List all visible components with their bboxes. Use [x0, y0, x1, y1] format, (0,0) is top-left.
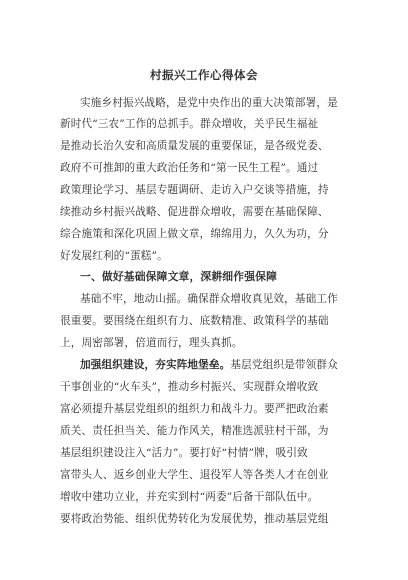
paragraph-line: 实施乡村振兴战略，是党中央作出的重大决策部署，是 [80, 97, 338, 109]
paragraph-line: 政府不可推卸的重大政治任务和“第一民生工程”。通过 [60, 162, 319, 174]
paragraph-line: 富带头人、返乡创业大学生、退役军人等各类人才在创业 [60, 469, 329, 481]
paragraph-line: 要将政治势能、组织优势转化为发展优势，推动基层党组 [60, 513, 329, 525]
paragraph-line: 政策理论学习、基层专题调研、走访入户交谈等措施，持 [60, 184, 329, 196]
paragraph-line: 基层组织建设注入“活力”。要打好“村情”牌，吸引致 [60, 447, 308, 459]
paragraph-line: 增收中建功立业，并充实到村“两委”后备干部队伍中。 [60, 491, 319, 503]
document-title: 村振兴工作心得体会 [150, 68, 258, 82]
paragraph-line: 基础不牢，地动山摇。确保群众增收真见效，基础工作 [80, 293, 338, 305]
paragraph-line [80, 358, 338, 372]
paragraph-line: 富必须提升基层党组织的组织力和战斗力。要严把政治素 [60, 403, 329, 415]
paragraph-line: 干事创业的“火车头”，推动乡村振兴、实现群众增收致 [60, 381, 319, 393]
paragraph-line: 新时代“三农”工作的总抓手。群众增收，关乎民生福祉 [60, 118, 319, 130]
paragraph-line: 综合施策和深化巩固上做文章，绵绵用力，久久为功，分 [60, 228, 329, 240]
paragraph-line: 好发展红利的“蛋糕”。 [60, 250, 168, 262]
paragraph-text: 基层党组织是带领群众 [230, 359, 338, 371]
paragraph-line: 质关、责任担当关、能力作风关，精准选派驻村干部，为 [60, 425, 329, 437]
paragraph-line: 是推动长治久安和高质量发展的重要保证，是各级党委、 [60, 140, 329, 152]
paragraph-line: 很重要。要围绕在组织有力、底数精准、政策科学的基础 [60, 315, 329, 327]
subheading-lead: 加强组织建设，夯实阵地堡垒。 [80, 359, 231, 371]
section-heading: 一、做好基础保障文章，深耕细作强保障 [80, 270, 278, 283]
paragraph-line: 上，周密部署，倍道而行，理头真抓。 [60, 337, 243, 349]
paragraph-line: 续推动乡村振兴战略、促进群众增收，需要在基础保障、 [60, 206, 329, 218]
